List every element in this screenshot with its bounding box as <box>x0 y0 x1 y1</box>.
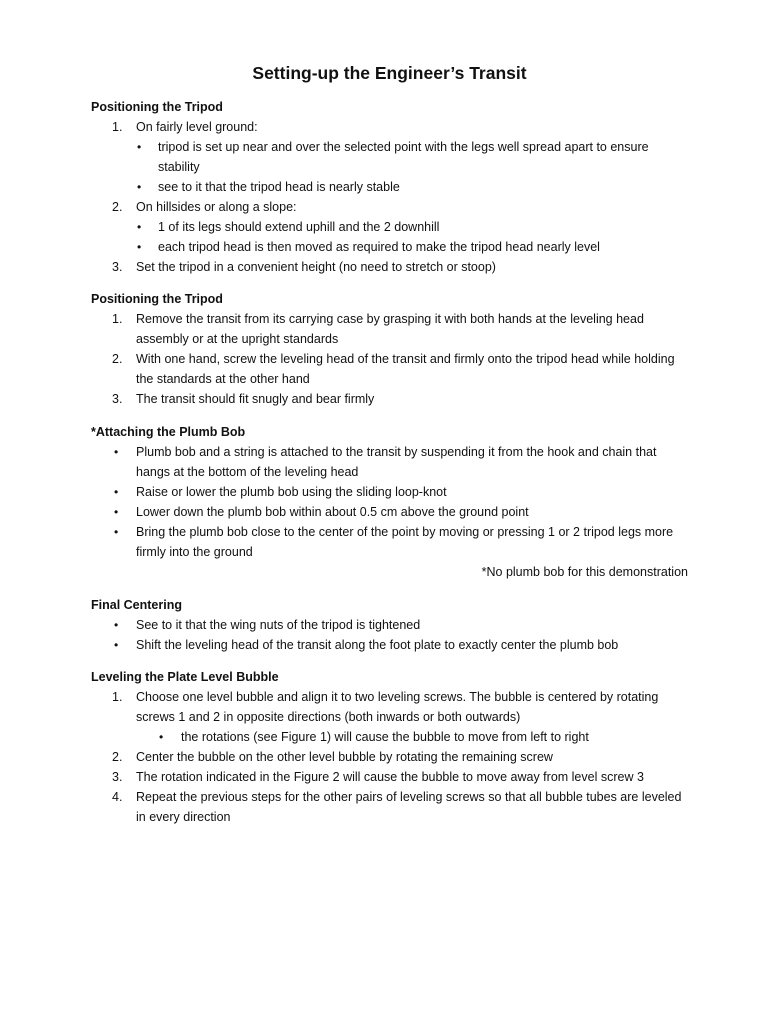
list-number: 3. <box>112 260 123 274</box>
list-number: 1. <box>112 120 123 134</box>
list-item-text: Lower down the plumb bob within about 0.5 cm above the ground point <box>136 505 529 519</box>
list-item <box>91 787 688 827</box>
list-item-text: Repeat the previous steps for the other pairs of leveling screws so that all bubble tubes are leveled in every direction <box>136 790 682 824</box>
section-heading: *Attaching the Plumb Bob <box>91 425 246 439</box>
bullet-icon: • <box>114 485 119 499</box>
list-item <box>91 217 688 237</box>
list-item-text: Center the bubble on the other level bubble by rotating the remaining screw <box>136 750 553 764</box>
list-item <box>91 137 688 177</box>
list-item <box>91 117 688 137</box>
list-item <box>91 309 688 349</box>
list-item <box>91 442 688 482</box>
numbered-list <box>91 687 688 827</box>
section-heading: Leveling the Plate Level Bubble <box>91 670 279 684</box>
list-item-text: Plumb bob and a string is attached to the transit by suspending it from the hook and chain that hangs at the bottom of the leveling head <box>136 445 657 479</box>
list-item-text: On hillsides or along a slope: <box>136 200 297 214</box>
bullet-list <box>91 615 688 655</box>
numbered-list <box>91 117 688 277</box>
bullet-icon: • <box>137 140 142 154</box>
list-item <box>91 522 688 562</box>
list-item-text: Choose one level bubble and align it to two leveling screws. The bubble is centered by rotating screws 1 and 2 in opposite directions (both inwards or both outwards) <box>136 690 659 724</box>
list-item-text: Set the tripod in a convenient height (no need to stretch or stoop) <box>136 260 496 274</box>
list-number: 1. <box>112 690 123 704</box>
bullet-icon: • <box>114 505 119 519</box>
list-item <box>91 687 688 727</box>
list-item-text: The transit should fit snugly and bear firmly <box>136 392 375 406</box>
section-heading: Final Centering <box>91 598 182 612</box>
list-item-text: The rotation indicated in the Figure 2 will cause the bubble to move away from level screw 3 <box>136 770 644 784</box>
bullet-icon: • <box>114 445 119 459</box>
list-item-text: the rotations (see Figure 1) will cause the bubble to move from left to right <box>181 730 589 744</box>
section-heading: Positioning the Tripod <box>91 292 223 306</box>
list-item <box>91 482 688 502</box>
section-final-centering <box>91 595 688 655</box>
section-positioning-tripod-1 <box>91 97 688 277</box>
list-number: 4. <box>112 790 123 804</box>
list-item <box>91 767 688 787</box>
list-item <box>91 615 688 635</box>
section-leveling-plate-bubble <box>91 667 688 827</box>
demo-note: *No plumb bob for this demonstration <box>481 565 688 579</box>
section-positioning-tripod-2 <box>91 289 688 409</box>
page-title: Setting-up the Engineer’s Transit <box>252 63 527 83</box>
list-number: 3. <box>112 392 123 406</box>
list-item <box>91 237 688 257</box>
bullet-icon: • <box>137 240 142 254</box>
list-item <box>91 502 688 522</box>
list-number: 2. <box>112 352 123 366</box>
section-attaching-plumb-bob <box>91 422 688 582</box>
list-item-text: see to it that the tripod head is nearly stable <box>158 180 400 194</box>
list-number: 1. <box>112 312 123 326</box>
numbered-list <box>91 309 688 409</box>
list-item <box>91 747 688 767</box>
bullet-icon: • <box>159 730 164 744</box>
list-number: 2. <box>112 200 123 214</box>
section-heading: Positioning the Tripod <box>91 100 223 114</box>
bullet-list <box>91 442 688 562</box>
list-item <box>91 257 688 277</box>
list-item <box>91 727 688 747</box>
list-item-text: Remove the transit from its carrying case by grasping it with both hands at the leveling head assembly or at the upright standards <box>136 312 644 346</box>
list-item <box>91 349 688 389</box>
list-item-text: Raise or lower the plumb bob using the sliding loop-knot <box>136 485 447 499</box>
bullet-icon: • <box>114 525 119 539</box>
list-item-text: Bring the plumb bob close to the center of the point by moving or pressing 1 or 2 tripod legs more firmly into the ground <box>136 525 674 559</box>
list-item-text: Shift the leveling head of the transit along the foot plate to exactly center the plumb bob <box>136 638 619 652</box>
list-item <box>91 635 688 655</box>
list-item-text: With one hand, screw the leveling head of the transit and firmly onto the tripod head while holding the standards at the other hand <box>136 352 675 386</box>
list-item-text: 1 of its legs should extend uphill and the 2 downhill <box>158 220 440 234</box>
bullet-icon: • <box>137 220 142 234</box>
list-number: 3. <box>112 770 123 784</box>
bullet-icon: • <box>137 180 142 194</box>
list-item-text: tripod is set up near and over the selected point with the legs well spread apart to ensure stability <box>158 140 649 174</box>
list-item <box>91 197 688 217</box>
list-number: 2. <box>112 750 123 764</box>
list-item-text: each tripod head is then moved as required to make the tripod head nearly level <box>158 240 600 254</box>
list-item <box>91 177 688 197</box>
list-item-text: See to it that the wing nuts of the tripod is tightened <box>136 618 421 632</box>
list-item <box>91 389 688 409</box>
bullet-icon: • <box>114 638 119 652</box>
list-item-text: On fairly level ground: <box>136 120 258 134</box>
bullet-icon: • <box>114 618 119 632</box>
